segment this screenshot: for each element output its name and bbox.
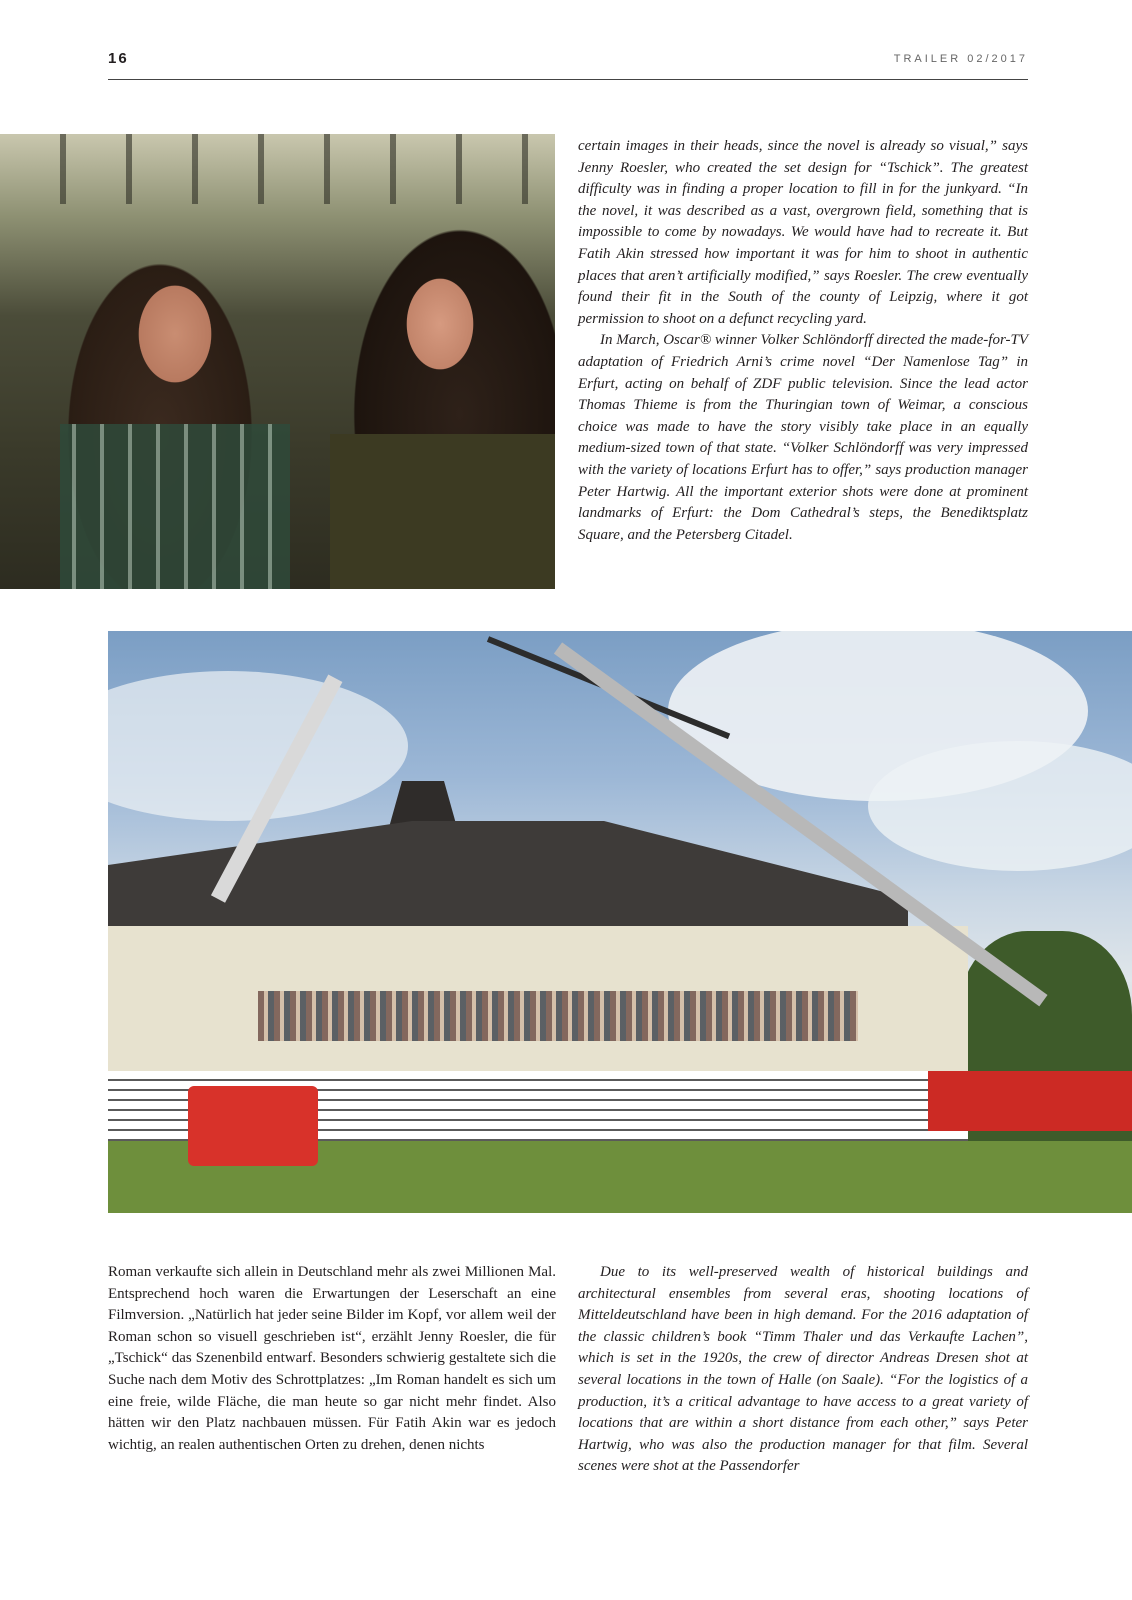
article-paragraph: In March, Oscar® winner Volker Schlöndorff directed the made-for-TV adaptation of Friedrich Arni’s crime novel “Der Namenlose Tag” in Erfurt, acting on behalf of ZDF public television. Since the lead actor Thomas Thieme is from the Thuringian town of Weimar, a conscious choice was made to have the story visibly take place in an equally medium-sized town of that state. “Volker Schlöndorff was very impressed with the variety of locations Erfurt has to offer,” says production manager Peter Hartwig. All the important exterior shots were done at prominent landmarks of Erfurt: the Dom Cathedral’s steps, the Benediktsplatz Square, and the Petersberg Citadel. [578, 332, 1028, 543]
photo-cloud [108, 671, 408, 821]
photo-jacket [330, 434, 555, 589]
photo-window-grid [0, 134, 555, 204]
photo-crane-truck [928, 1071, 1132, 1131]
article-paragraph: Due to its well-preserved wealth of historical buildings and architectural ensembles from several eras, shooting locations of Mitteldeutschland have been in high demand. For the 2016 adaptation of the classic children’s book “Timm Thaler und das Verkaufte Lachen”, which is set in the 1920s, the crew of director Andreas Dresen shot at several locations in the town of Halle (on Saale). “For the logistics of a production, it’s a critical advantage to have access to a great variety of locations that are within a short distance from each other,” says Peter Hartwig, who was also the production manager for that film. Several scenes were shot at the Passendorfer [578, 1264, 1028, 1475]
issue-label: TRAILER 02/2017 [893, 53, 1028, 65]
article-column-bottom-left [108, 1262, 556, 1456]
photo-grandstand-film-set [108, 631, 1132, 1213]
header-divider [108, 79, 1028, 80]
article-paragraph: Roman verkaufte sich allein in Deutschland mehr als zwei Millionen Mal. Entsprechend hoch waren die Erwartungen der Leserschaft an eine Filmversion. „Natürlich hat jeder seine Bilder im Kopf, vor allem weil der Roman schon so visuell geschrieben ist“, erzählt Jenny Roesler, die für „Tschick“ das Szenenbild entwarf. Besonders schwierig gestaltete sich die Suche nach dem Motiv des Schrottplatzes: „Im Roman handelt es sich um eine freie, wilde Fläche, die man heute so gar nicht mehr findet. Also hätten wir den Platz nachbauen müssen. Für Fatih Akin war es jedoch wichtig, an realen authentischen Orten zu drehen, denen nichts [108, 1264, 556, 1453]
photo-lift-vehicle [188, 1086, 318, 1166]
article-column-top-right [578, 136, 1028, 546]
photo-plaid-shirt [60, 424, 290, 589]
photo-tschick-scene [0, 134, 555, 589]
page-number: 16 [108, 50, 129, 67]
article-paragraph: certain images in their heads, since the novel is already so visual,” says Jenny Roesler, who created the set design for “Tschick”. The greatest difficulty was in finding a proper location to fill in for the junkyard. “In the novel, it was described as a vast, overgrown field, something that is impossible to come by nowadays. We would have had to recreate it. But Fatih Akin stressed how important it was for him to shoot in authentic places that aren’t artificially modified,” says Roesler. The crew eventually found their fit in the South of the county of Leipzig, where it got permission to shoot on a defunct recycling yard. [578, 138, 1028, 327]
photo-crowd [258, 991, 858, 1041]
article-column-bottom-right [578, 1262, 1028, 1478]
